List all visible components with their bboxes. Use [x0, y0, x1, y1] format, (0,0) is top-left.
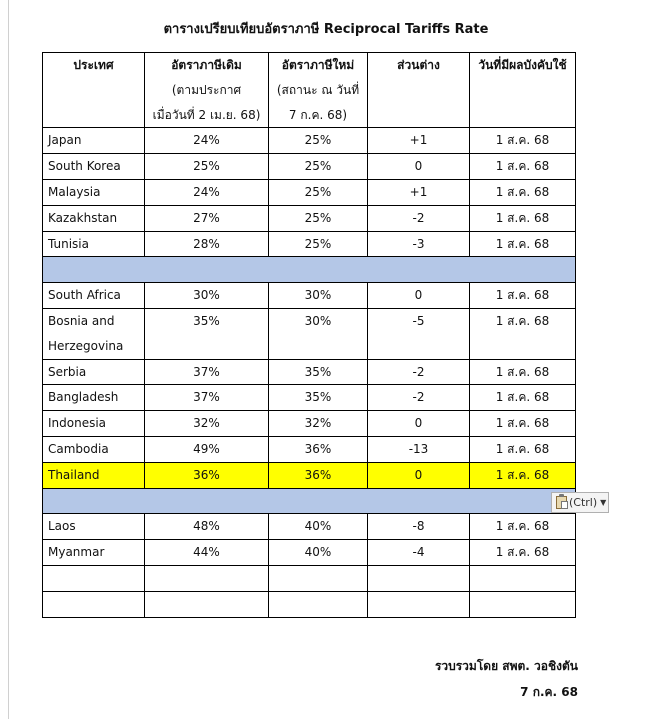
cell-old-rate: 48% — [145, 514, 269, 540]
table-row-empty — [43, 591, 576, 617]
cell-effective-date: 1 ส.ค. 68 — [470, 154, 576, 180]
cell-country: Indonesia — [43, 411, 145, 437]
cell-effective-date: 1 ส.ค. 68 — [470, 128, 576, 154]
cell-effective-date: 1 ส.ค. 68 — [470, 540, 576, 566]
cell-new-rate: 25% — [269, 154, 368, 180]
cell-empty[interactable] — [145, 565, 269, 591]
table-row — [43, 514, 576, 540]
cell-effective-date: 1 ส.ค. 68 — [470, 205, 576, 231]
cell-country-line2: Herzegovina — [48, 338, 124, 353]
cell-difference: 0 — [368, 462, 470, 488]
cell-new-rate: 40% — [269, 514, 368, 540]
cell-new-rate: 25% — [269, 128, 368, 154]
table-row — [43, 385, 576, 411]
cell-old-rate: 37% — [145, 359, 269, 385]
table-row-empty — [43, 565, 576, 591]
cell-country: Myanmar — [43, 540, 145, 566]
cell-country: Bangladesh — [43, 385, 145, 411]
cell-difference: +1 — [368, 128, 470, 154]
cell-difference: -13 — [368, 436, 470, 462]
cell-effective-date: 1 ส.ค. 68 — [470, 514, 576, 540]
cell-empty[interactable] — [368, 565, 470, 591]
table-row-highlighted — [43, 462, 576, 488]
header-new-rate-title: อัตราภาษีใหม่ — [281, 58, 355, 72]
cell-effective-date: 1 ส.ค. 68 — [470, 462, 576, 488]
cell-effective-date: 1 ส.ค. 68 — [470, 436, 576, 462]
cell-empty[interactable] — [470, 565, 576, 591]
page-edge — [8, 0, 9, 719]
cell-difference: -4 — [368, 540, 470, 566]
table-row — [43, 308, 576, 359]
cell-old-rate: 28% — [145, 231, 269, 257]
separator-cell — [43, 257, 576, 283]
cell-old-rate: 37% — [145, 385, 269, 411]
cell-old-rate: 25% — [145, 154, 269, 180]
cell-empty[interactable] — [269, 565, 368, 591]
header-new-rate-sub2: 7 ก.ค. 68) — [288, 107, 348, 122]
table-row — [43, 231, 576, 257]
document-title: ตารางเปรียบเทียบอัตราภาษี Reciprocal Tariffs Rate — [163, 22, 489, 37]
cell-old-rate: 44% — [145, 540, 269, 566]
cell-effective-date: 1 ส.ค. 68 — [470, 231, 576, 257]
cell-effective-date: 1 ส.ค. 68 — [470, 308, 576, 359]
table-row — [43, 154, 576, 180]
cell-empty[interactable] — [368, 591, 470, 617]
cell-effective-date: 1 ส.ค. 68 — [470, 411, 576, 437]
cell-country: Tunisia — [43, 231, 145, 257]
cell-old-rate: 24% — [145, 128, 269, 154]
header-new-rate-sub1: (สถานะ ณ วันที่ — [276, 82, 360, 97]
cell-new-rate: 35% — [269, 385, 368, 411]
footer-date: 7 ก.ค. 68 — [520, 685, 578, 699]
cell-country: Japan — [43, 128, 145, 154]
cell-empty[interactable] — [43, 591, 145, 617]
table-row — [43, 283, 576, 309]
cell-old-rate: 36% — [145, 462, 269, 488]
cell-country: Kazakhstan — [43, 205, 145, 231]
cell-difference: -2 — [368, 385, 470, 411]
header-new-rate — [269, 53, 368, 128]
cell-effective-date: 1 ส.ค. 68 — [470, 359, 576, 385]
cell-old-rate: 49% — [145, 436, 269, 462]
cell-new-rate: 25% — [269, 205, 368, 231]
separator-row — [43, 488, 576, 514]
header-old-rate-sub2: เมื่อวันที่ 2 เม.ย. 68) — [152, 107, 261, 122]
cell-difference: +1 — [368, 179, 470, 205]
table-row — [43, 359, 576, 385]
cell-country: South Korea — [43, 154, 145, 180]
table-header-row — [43, 53, 576, 128]
cell-new-rate: 36% — [269, 436, 368, 462]
header-difference: ส่วนต่าง — [368, 53, 470, 128]
cell-country: Cambodia — [43, 436, 145, 462]
cell-difference: 0 — [368, 411, 470, 437]
footer-compiled-by: รวบรวมโดย สพต. วอชิงตัน — [434, 659, 578, 673]
cell-country: Laos — [43, 514, 145, 540]
cell-country: South Africa — [43, 283, 145, 309]
cell-empty[interactable] — [269, 591, 368, 617]
dropdown-arrow-icon: ▼ — [600, 498, 607, 507]
cell-old-rate: 27% — [145, 205, 269, 231]
cell-difference: 0 — [368, 283, 470, 309]
paste-options-button[interactable] — [551, 492, 609, 513]
cell-country: Malaysia — [43, 179, 145, 205]
cell-effective-date: 1 ส.ค. 68 — [470, 283, 576, 309]
cell-difference: -5 — [368, 308, 470, 359]
header-old-rate-title: อัตราภาษีเดิม — [171, 58, 242, 72]
cell-country-line1: Bosnia and — [48, 313, 115, 328]
cell-country: Serbia — [43, 359, 145, 385]
table-row — [43, 436, 576, 462]
cell-new-rate: 32% — [269, 411, 368, 437]
cell-effective-date: 1 ส.ค. 68 — [470, 385, 576, 411]
cell-old-rate: 35% — [145, 308, 269, 359]
separator-cell — [43, 488, 576, 514]
cell-new-rate: 30% — [269, 308, 368, 359]
table-row — [43, 540, 576, 566]
table-row — [43, 179, 576, 205]
cell-old-rate: 32% — [145, 411, 269, 437]
paste-options-label: (Ctrl) — [569, 496, 598, 509]
cell-difference: -2 — [368, 205, 470, 231]
cell-difference: 0 — [368, 154, 470, 180]
header-effective-date: วันที่มีผลบังคับใช้ — [470, 53, 576, 128]
cell-empty[interactable] — [470, 591, 576, 617]
cell-new-rate: 25% — [269, 231, 368, 257]
table-row — [43, 411, 576, 437]
cell-difference: -8 — [368, 514, 470, 540]
header-country: ประเทศ — [43, 53, 145, 128]
cell-new-rate: 36% — [269, 462, 368, 488]
cell-country — [43, 308, 145, 359]
separator-row — [43, 257, 576, 283]
cell-empty[interactable] — [43, 565, 145, 591]
cell-empty[interactable] — [145, 591, 269, 617]
cell-country: Thailand — [43, 462, 145, 488]
cell-new-rate: 25% — [269, 179, 368, 205]
cell-effective-date: 1 ส.ค. 68 — [470, 179, 576, 205]
cell-difference: -3 — [368, 231, 470, 257]
cell-new-rate: 40% — [269, 540, 368, 566]
clipboard-icon — [556, 496, 567, 509]
cell-difference: -2 — [368, 359, 470, 385]
table-row — [43, 205, 576, 231]
cell-new-rate: 35% — [269, 359, 368, 385]
cell-new-rate: 30% — [269, 283, 368, 309]
cell-old-rate: 30% — [145, 283, 269, 309]
header-old-rate-sub1: (ตามประกาศ — [171, 82, 242, 97]
table-row — [43, 128, 576, 154]
tariff-table — [42, 52, 576, 618]
header-old-rate — [145, 53, 269, 128]
cell-old-rate: 24% — [145, 179, 269, 205]
